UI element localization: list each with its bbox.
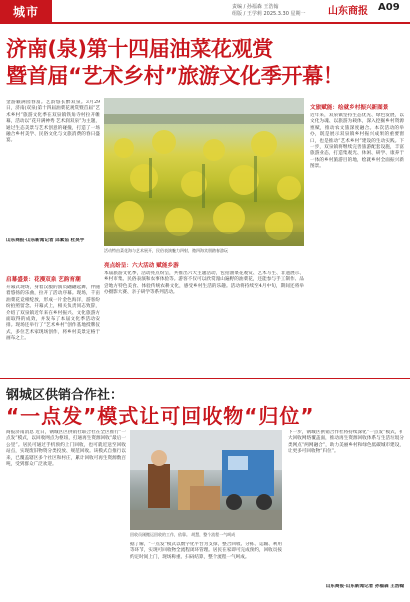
article2-body-middle: 据了解，“一点发”模式以数字化平台为支撑，整合回收、分拣、运输、利用等环节，实现可回收物全流程闭环管理。居民在家即可完成预约，回收员按约定时间上门，现场称重、扫码结算，整个流程一气呵成。 [130, 542, 282, 560]
article2-body-right: 下一步，钢城区供销合作社将持续深化“一点发”模式，扩大回收网络覆盖面，推动再生资源回收体系与生活垃圾分类网点“两网融合”，助力美丽乡村和绿色低碳城市建设，让更多可回收物“归位”。 [288, 430, 404, 455]
editor-line: 责编 / 孙福森 王浩翰 [232, 4, 279, 10]
article2-headline: “一点发”模式让可回收物“归位” [6, 404, 315, 428]
article1-middle-column [104, 258, 304, 376]
body-middle: 本届旅游文化季，活动亮点纷呈，共推出六大主题活动，包括油菜花观赏、艺术写生、非遗展示、乡村市集、民俗表演和农事体验等。游客不仅可以欣赏漫山遍野的油菜花，还能参与手工制作、品尝地方特色美食、体验传统农耕文化，感受乡村生活的乐趣。活动将持续至4月中旬，期间还将举办摄影大赛、亲子研学等系列活动。 [104, 271, 304, 296]
article1-lead-column [6, 100, 100, 268]
article1-left-column [6, 272, 100, 376]
rapeseed-field-photo [104, 98, 304, 246]
subhead-highlights: 亮点纷呈：六大活动 赋能乡游 [104, 263, 179, 269]
newspaper-name: 山东商报 [328, 6, 368, 17]
body-right: 近年来，双泉镇坚持生态优先、绿色发展，以文化为魂、以旅游为载体，深入挖掘乡村资源禀赋，推动农文旅深度融合。本次活动的举办，既是展示双泉镇乡村振兴成果的重要窗口，也是推动“艺术乡村”建设的生动实践。下一步，双泉镇将继续完善旅游配套设施，丰富旅游业态，打造集观光、休闲、研学、康养于一体的乡村旅游目的地，绘就乡村全面振兴新图景。 [310, 113, 404, 170]
photo-illustration [104, 98, 304, 246]
article2-body-left: 商报济南消息 近日，钢城区区供销社联合社在全区推行“一点发”模式，以回收网点为枢纽，打通再生资源回收“最后一公里”。居民可通过手机预约上门回收，也可就近送至回收站点，实现废旧物资分类投放、规范回收。该模式自推行以来，已覆盖辖区多个社区和村庄，累计回收可再生资源数百吨，受到群众广泛欢迎。 [6, 430, 126, 468]
photo2-caption: 回收员刚搬运回收的工作，依靠。 胡慧，整个流程一气呵成 [130, 532, 236, 537]
page-number: A09 [378, 2, 400, 13]
editor-meta [232, 4, 322, 18]
lead-paragraph: 金游颖满园春富。艺韵悠长醉双泉。3月29日，济南(双泉)第十四届油菜花观赏暨首届“艺术乡村”旅游文化季在双泉镇铁角寺村拉开帷幕，活动以“花开满神秀 艺术润双泉”为主题，通过生态美景与艺术创意的碰撞，打造了一场融合乡村美学、民俗文化与文旅消费的春日盛宴。 [6, 100, 100, 144]
article2-byline: 山东商报·山东新闻记者 孙福森 王浩翰 [325, 584, 404, 589]
article-divider [0, 378, 410, 379]
article1-right-column [310, 100, 404, 372]
article2-right-column [288, 430, 404, 598]
article1-headline [6, 36, 406, 90]
section-label: 城市 [0, 0, 52, 22]
lead-byline: 山东商报·山东新闻记者 邱素茹 杜昊宇 [6, 238, 85, 243]
subhead-opening: 启幕盛景：花漫双泉 艺韵育潮 [6, 277, 81, 283]
page-header [0, 0, 410, 24]
article2-middle-column [130, 542, 282, 598]
body-left: 开幕式现场，身着汉服的演员翩翩起舞，伴随着悠扬的乐曲，拉开了活动序幕。现场，千亩油菜花竞相绽放，形成一片金色海洋，游客纷纷拍照留念。开幕式上，相关负责同志致辞，介绍了双泉镇近年来在乡村振兴、文化旅游方面取得的成效，并发布了本届文化季活动安排。现场还举行了“艺术乡村”创作基地授牌仪式，多位艺术家现场创作，将乡村美景定格于画布之上。 [6, 285, 100, 342]
article2-kicker: 钢城区供销合作社： [6, 388, 124, 403]
recycling-photo-illustration [130, 430, 282, 530]
headline-line-2: 暨首届“艺术乡村”旅游文化季开幕！ [6, 64, 344, 88]
headline-line-1: 济南(泉)第十四届油菜花观赏 [6, 37, 273, 61]
article2-left-column [6, 430, 126, 598]
recycling-photo [130, 430, 282, 530]
photo1-caption: 活动特由菜花海与艺术展开，民俗表演魅力四射，邀四海宾朋踏春游玩 [104, 248, 228, 253]
date-line: 组版 / 王学莉 2025.3.30 星期一 [232, 11, 306, 17]
subhead-culture: 文旅赋能：绘就乡村振兴新图景 [310, 105, 389, 111]
